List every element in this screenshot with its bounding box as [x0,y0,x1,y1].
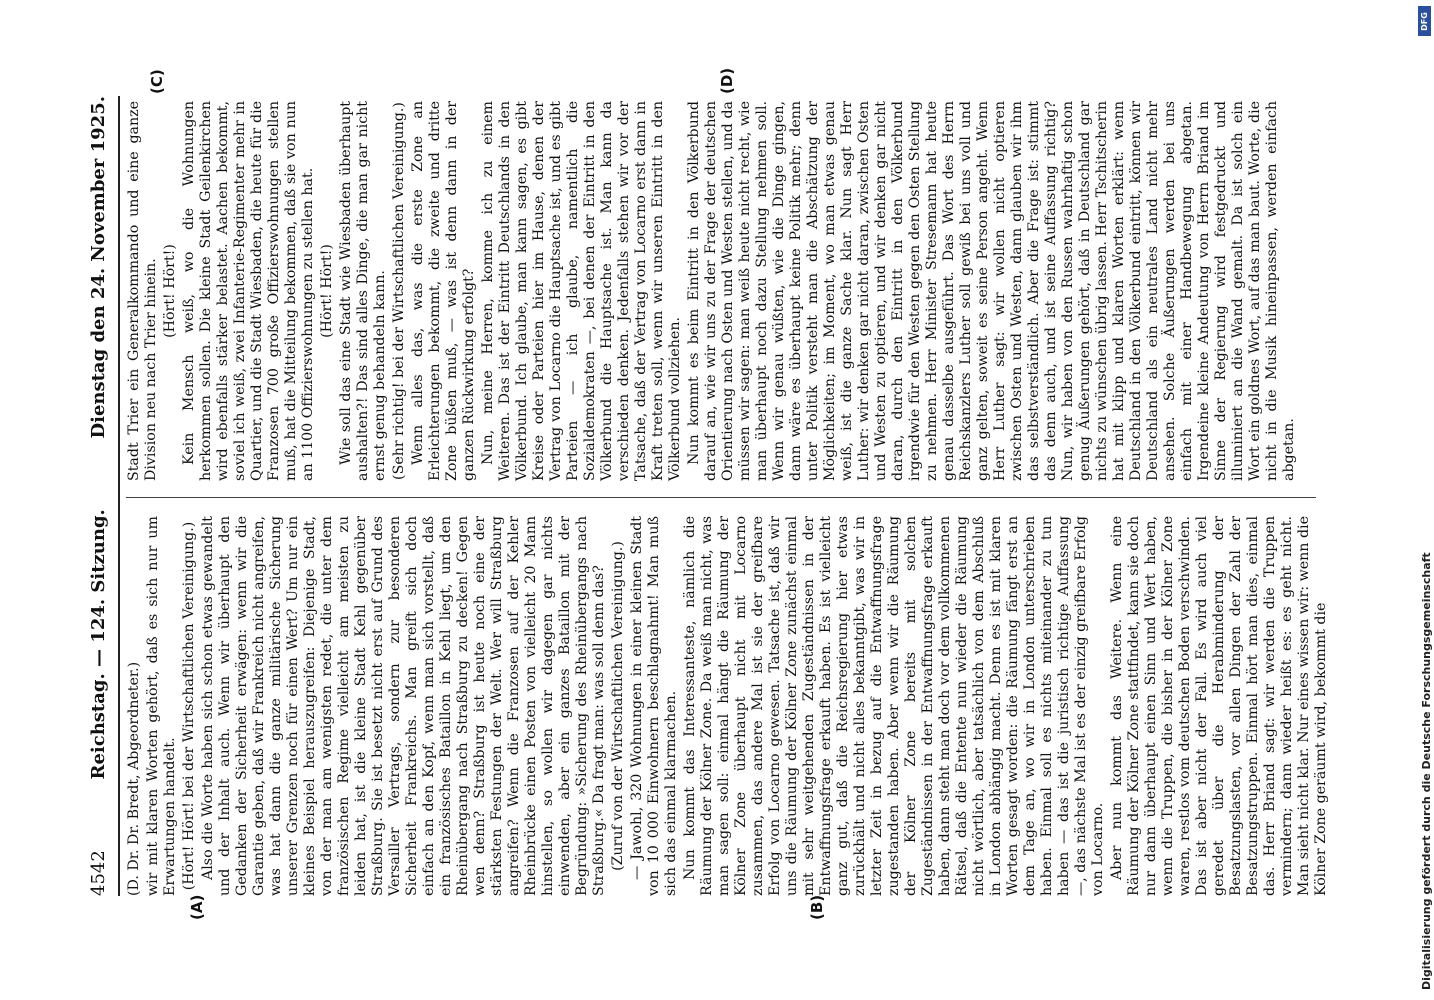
rotated-page [88,67,1329,920]
right-column-paragraph: Kein Mensch weiß, wo die Wohnungen herkommen sollen. Die kleine Stadt Geilenkirchen wird ebenfalls stärker belastet. Aachen bekommt, soviel ich weiß, zwei Infanterie-Regimenter mehr in Quartier, und die Stadt Wiesbaden, die heute für die Franzosen 700 große Offizierswohnungen stellen muß, hat die Mitteilung bekommen, daß sie von nun an 1100 Offizierswohnungen zu stellen hat. [181,101,316,481]
marker-b: (B) [808,894,826,920]
column-divider [126,497,1316,498]
right-column-paragraph: (Hört! Hört!) [319,244,335,338]
right-column-paragraph: (Hört! Hört!) [162,244,178,338]
page-header [88,96,114,896]
header-right-title: Dienstag den 24. November 1925. [88,96,109,439]
page-number: 4542 [88,850,109,896]
left-column-paragraph: wir mit klaren Worten gehört, daß es sich nur um Erwartungen handelt. [145,516,178,896]
left-column-paragraph: — Jawohl, 320 Wohnungen in einer kleinen Stadt von 10 000 Einwohnern beschlagnahmt! Man muß sich das einmal klarmachen. [629,516,679,896]
right-column-paragraph: Wie soll das eine Stadt wie Wiesbaden überhaupt aushalten?! Das sind alles Dinge, die man gar nicht ernst genug behandeln kann. [338,101,388,481]
dfg-logo-text: DFG [1420,11,1430,31]
digitization-note-text: Digitalisierung gefördert durch die Deutsche Forschungsgemeinschaft [1420,552,1433,990]
marker-a: (A) [188,894,206,920]
right-column-paragraph: Wenn alles das, was die erste Zone an Erleichterungen bekommt, die zweite und dritte Zone büßen muß, — was ist denn dann in der ganzen Rückwirkung erfolgt? [410,101,477,481]
right-column-paragraph: Stadt Trier ein Generalkommando und eine ganze Division neu nach Trier hinein. [126,101,159,481]
digitization-note [1404,0,1434,1000]
left-column-paragraph: Nun kommt das Interessanteste, nämlich die Räumung der Kölner Zone. Da weiß man nicht, was man sagen soll: einmal hängt die Räumung der Kölner Zone überhaupt nicht mit Locarno zusammen, das andere Mal ist sie der greifbare Erfolg von Locarno gewesen. Tatsache ist, daß wir uns die Räumung der Kölner Zone zunächst einmal mit sehr weitgehenden Zugeständnissen in der Entwaffnungsfrage erkauft haben. Es ist vielleicht ganz gut, daß die Reichsregierung hier etwas zurückhält und nicht alles bekanntgibt, was wir in letzter Zeit in bezug auf die Entwaffnungsfrage zugestanden haben. Aber wenn wir die Räumung der Kölner Zone bereits mit solchen Zugeständnissen in der Entwaffnungsfrage erkauft haben, dann steht man doch vor dem vollkommenen Rätsel, daß die Entente nun wieder die Räumung nicht wörtlich, aber tatsächlich von dem Abschluß in London abhängig macht. Denn es ist mit klaren Worten gesagt worden: die Räumung fängt erst an dem Tage an, wo wir in London unterschrieben haben. Einmal soll es nichts miteinander zu tun haben — das ist die juristisch richtige Auffassung —, das nächste Mal ist es der einzig greifbare Erfolg von Locarno. [682,516,1106,896]
marker-d: (D) [718,67,736,94]
marker-c: (C) [148,69,166,94]
page-content [88,67,1329,920]
right-column-paragraph: Nun, meine Herren, komme ich zu einem Weiteren. Das ist der Eintritt Deutschlands in den Völkerbund. Ich glaube, man kann sagen, es gibt Kreise oder Parteien hier im Hause, denen der Vertrag von Locarno die Hauptsache ist, und es gibt Parteien — ich glaube, namentlich die Sozialdemokraten —, bei denen der Eintritt in den Völkerbund die Hauptsache ist. Man kann da verschieden denken. Jedenfalls stehen wir vor der Tatsache, daß der Vertrag von Locarno erst dann in Kraft treten soll, wenn wir unseren Eintritt in den Völkerbund vollziehen. [480,101,683,481]
left-column-paragraph: (Hört! Hört! bei der Wirtschaftlichen Vereinigung.) [181,521,197,891]
header-left-title: Reichstag. — 124. Sitzung. [88,509,109,780]
left-column-paragraph: Aber nun kommt das Weitere. Wenn eine Räumung der Kölner Zone stattfindet, kann sie doch nur dann überhaupt einen Sinn und Wert haben, wenn die Truppen, die bisher in der Kölner Zone waren, restlos vom deutschen Boden verschwinden. Das ist aber nicht der Fall. Es wird auch viel geredet über die Herabminderung der Besatzungslasten, vor allen Dingen der Zahl der Besatzungstruppen. Einmal hört man dies, einmal das. Herr Briand sagt: wir werden die Truppen vermindern; dann wieder heißt es: es geht nicht. Man sieht nicht klar. Nur eines wissen wir: wenn die Kölner Zone geräumt wird, bekommt die [1109,516,1329,896]
left-column-paragraph: Also die Worte haben sich schon etwas gewandelt und der Inhalt auch. Wenn wir überhaupt den Gedanken der Sicherheit erwägen: wenn wir die Garantie geben, daß wir Frankreich nicht angreifen, was hat dann die ganze militärische Sicherung unserer Grenzen noch für einen Wert? Um nur ein kleines Beispiel herauszugreifen: Diejenige Stadt, von der man am wenigsten redet, die unter dem französischen Regime vielleicht am meisten zu leiden hat, ist die kleine Stadt Kehl gegenüber Straßburg. Sie ist besetzt nicht erst auf Grund des Versailler Vertrags, sondern zur besonderen Sicherheit Frankreichs. Man greift sich doch einfach an den Kopf, wenn man sich vorstellt, daß ein französisches Bataillon in Kehl liegt, um den Rheinübergang nach Straßburg zu decken! Gegen wen denn? Straßburg ist heute noch eine der stärksten Festungen der Welt. Wer will Straßburg angreifen? Wenn die Franzosen auf der Kehler Rheinbrücke einen Posten von vielleicht 20 Mann hinstellen, so wollen wir dagegen gar nichts einwenden, aber ein ganzes Bataillon mit der Begründung: »Sicherung des Rheinübergangs nach Straßburg.« Da fragt man: was soll denn das? [200,516,607,896]
left-column-paragraph: (Zuruf von der Wirtschaftlichen Vereinigung.) [610,541,626,871]
right-column-paragraph: (Sehr richtig! bei der Wirtschaftlichen Vereinigung.) [391,102,407,480]
header-rule [118,96,120,896]
left-column-paragraph: (D. Dr. Dr. Bredt, Abgeordneter.) [126,661,142,896]
right-column [126,101,1300,481]
left-column [126,516,1332,896]
right-column-paragraph: Nun kommt es beim Eintritt in den Völkerbund darauf an, wie wir uns zu der Frage der deutschen Orientierung nach Osten und Westen stellen, und da müssen wir sagen: man weiß heute nicht recht, wie man überhaupt noch dazu Stellung nehmen soll. Wenn wir genau wüßten, wie die Dinge gingen, dann wäre es überhaupt keine Politik mehr; denn unter Politik versteht man die Abschätzung der Möglichkeiten; im Moment, wo man etwas genau weiß, ist die ganze Sache klar. Nun sagt Herr Luther: wir denken gar nicht daran, zwischen Osten und Westen zu optieren, und wir denken gar nicht daran, durch den Eintritt in den Völkerbund irgendwie für den Westen gegen den Osten Stellung zu nehmen. Herr Minister Stresemann hat heute genau dasselbe ausgeführt. Das Wort des Herrn Reichskanzlers Luther soll gewiß bei uns voll und ganz gelten, soweit es seine Person angeht. Wenn Herr Luther sagt: wir wollen nicht optieren zwischen Osten und Westen, dann glauben wir ihm das selbstverständlich. Aber die Frage ist: stimmt das denn auch, und ist seine Auffassung richtig? Nun, wir haben von den Russen wahrhaftig schon genug Äußerungen gehört, daß in Deutschland gar nichts zu wünschen übrig lassen. Herr Tschitscherin hat mit klipp und klaren Worten erklärt: wenn Deutschland in den Völkerbund eintritt, können wir Deutschland als ein neutrales Land nicht mehr ansehen. Solche Äußerungen werden bei uns einfach mit einer Handbewegung abgetan. Irgendeine kleine Andeutung von Herrn Briand im Sinne der Regierung wird festgedruckt und illuminiert an die Wand gemalt. Da ist solch ein Wort ein goldnes Wort, auf das man baut. Worte, die nicht in die Musik hineinpassen, werden einfach abgetan. [686,101,1297,481]
